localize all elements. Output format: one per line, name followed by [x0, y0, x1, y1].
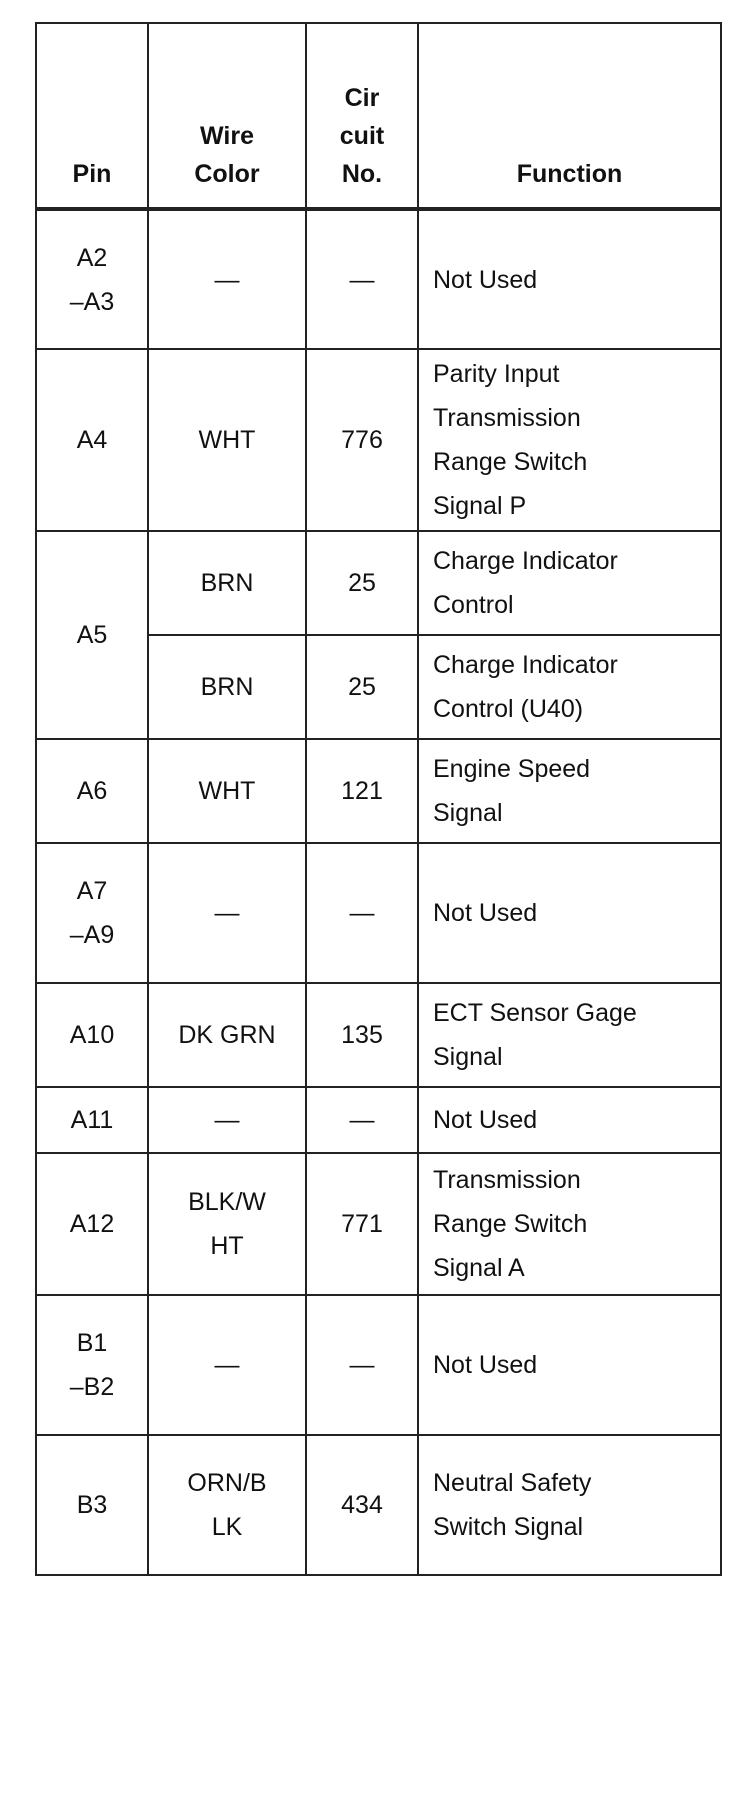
circuit-number-cell: 776: [306, 349, 418, 531]
pin-cell: A5: [36, 531, 148, 739]
circuit-number-cell: —: [306, 1295, 418, 1435]
header-row: [36, 23, 721, 209]
table-row: [36, 531, 721, 635]
table-row: [36, 1435, 721, 1575]
function-cell: Charge Indicator Control (U40): [418, 635, 721, 739]
table-row: [36, 843, 721, 983]
wire-color-cell: —: [148, 1295, 306, 1435]
pin-cell: A2 –A3: [36, 209, 148, 349]
connector-pinout-table: [35, 22, 722, 1576]
circuit-number-cell: 135: [306, 983, 418, 1087]
pin-cell: A4: [36, 349, 148, 531]
wire-color-column-header: Wire Color: [148, 23, 306, 209]
function-cell: Transmission Range Switch Signal A: [418, 1153, 721, 1295]
circuit-number-cell: 25: [306, 635, 418, 739]
wire-color-cell: —: [148, 843, 306, 983]
pin-cell: B3: [36, 1435, 148, 1575]
circuit-number-cell: 434: [306, 1435, 418, 1575]
table-row: [36, 983, 721, 1087]
table-row: [36, 349, 721, 531]
pin-column-header: Pin: [36, 23, 148, 209]
wire-color-cell: BLK/W HT: [148, 1153, 306, 1295]
circuit-number-cell: —: [306, 1087, 418, 1153]
function-cell: Not Used: [418, 209, 721, 349]
pin-cell: A11: [36, 1087, 148, 1153]
function-cell: Not Used: [418, 843, 721, 983]
wire-color-cell: WHT: [148, 349, 306, 531]
wire-color-cell: ORN/B LK: [148, 1435, 306, 1575]
wire-color-cell: WHT: [148, 739, 306, 843]
circuit-number-column-header: Cir cuit No.: [306, 23, 418, 209]
wire-color-cell: DK GRN: [148, 983, 306, 1087]
circuit-number-cell: 121: [306, 739, 418, 843]
function-cell: Not Used: [418, 1295, 721, 1435]
pin-cell: A10: [36, 983, 148, 1087]
circuit-number-cell: 771: [306, 1153, 418, 1295]
function-cell: Parity Input Transmission Range Switch Signal P: [418, 349, 721, 531]
pinout-sheet: [35, 22, 720, 1796]
wire-color-cell: —: [148, 1087, 306, 1153]
table-row: [36, 1153, 721, 1295]
circuit-number-cell: 25: [306, 531, 418, 635]
function-cell: Not Used: [418, 1087, 721, 1153]
wire-color-cell: BRN: [148, 531, 306, 635]
wire-color-cell: BRN: [148, 635, 306, 739]
function-column-header: Function: [418, 23, 721, 209]
function-cell: Engine Speed Signal: [418, 739, 721, 843]
wire-color-cell: —: [148, 209, 306, 349]
table-row: [36, 739, 721, 843]
pin-cell: B1 –B2: [36, 1295, 148, 1435]
circuit-number-cell: —: [306, 209, 418, 349]
pin-cell: A7 –A9: [36, 843, 148, 983]
table-row: [36, 209, 721, 349]
table-row: [36, 1295, 721, 1435]
function-cell: Charge Indicator Control: [418, 531, 721, 635]
table-row: [36, 1087, 721, 1153]
function-cell: Neutral Safety Switch Signal: [418, 1435, 721, 1575]
pin-cell: A12: [36, 1153, 148, 1295]
circuit-number-cell: —: [306, 843, 418, 983]
function-cell: ECT Sensor Gage Signal: [418, 983, 721, 1087]
pin-cell: A6: [36, 739, 148, 843]
